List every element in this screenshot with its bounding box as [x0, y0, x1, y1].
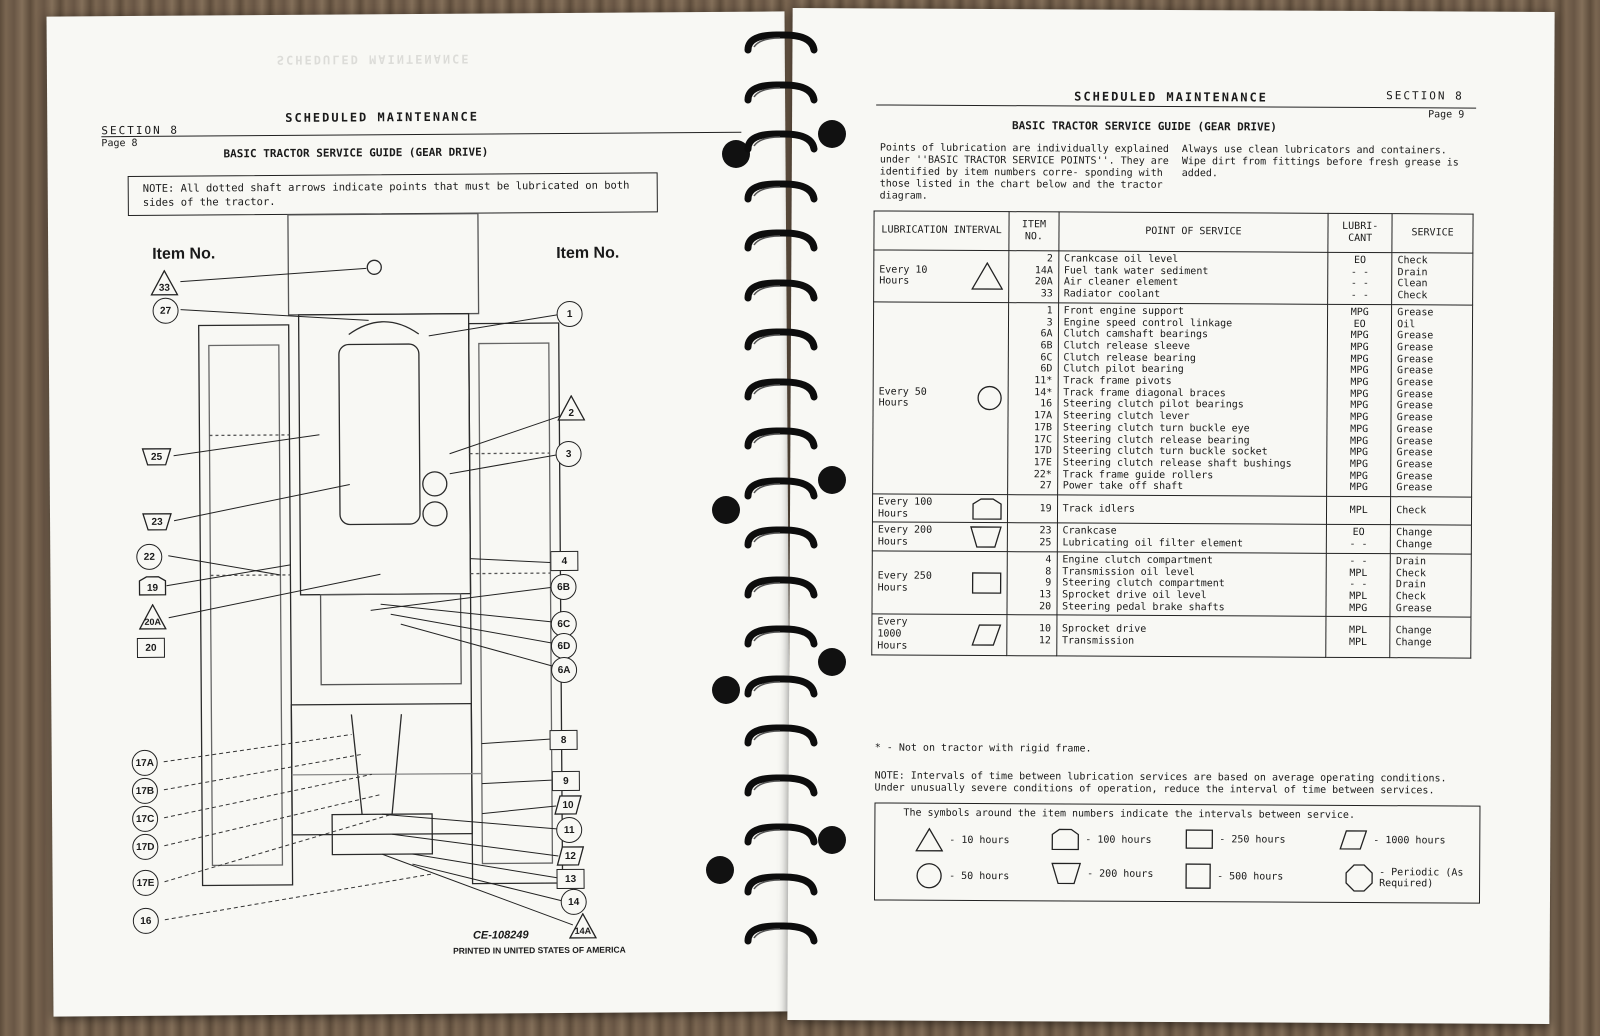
point-of-service: Steering clutch turn buckle eye	[1063, 422, 1250, 435]
service: Grease	[1396, 377, 1434, 389]
lubricant: MPG	[1350, 423, 1369, 435]
callout-13: 13	[556, 869, 584, 889]
section-label: SECTION 8	[1386, 89, 1464, 103]
interval-label: Every 100 Hours	[877, 496, 933, 520]
item-no: 25	[1039, 537, 1052, 549]
punch-hole	[818, 120, 846, 148]
service: Drain	[1395, 556, 1427, 568]
service-cell	[1391, 497, 1472, 526]
punch-hole	[712, 676, 740, 704]
point-of-service: Clutch pilot bearing	[1063, 363, 1184, 376]
point-of-service: Track frame guide rollers	[1062, 469, 1214, 481]
item-no: 17E	[1033, 457, 1052, 469]
item-no: 17B	[1033, 422, 1053, 434]
service: Change	[1396, 527, 1433, 539]
service: Grease	[1396, 482, 1433, 494]
lubricant: MPL	[1348, 636, 1368, 648]
service: Grease	[1396, 412, 1433, 424]
point-of-service: Engine speed control linkage	[1063, 316, 1233, 329]
triangle-icon	[971, 262, 1003, 290]
coil-loop	[740, 426, 822, 452]
callout-17e: 17E	[132, 870, 158, 896]
item-no: 17A	[1034, 410, 1053, 422]
interval-cell	[872, 494, 1007, 523]
point-of-service: Steering clutch lever	[1063, 410, 1190, 423]
lubricant: - -	[1349, 539, 1368, 551]
service: Grease	[1396, 459, 1433, 471]
service: Oil	[1397, 318, 1416, 330]
col-service: SERVICE	[1392, 214, 1473, 253]
show-through-text: SCHEDULED MAINTENANCE	[276, 51, 471, 67]
callout-20: 20	[137, 638, 165, 658]
service: Grease	[1396, 353, 1434, 365]
coil-loop	[740, 674, 822, 700]
item-no: 14*	[1034, 387, 1053, 399]
note-box: NOTE: All dotted shaft arrows indicate points that must be lubricated on both sides of the tractor.	[128, 172, 658, 216]
square-icon	[1185, 863, 1211, 889]
lubricant-cell	[1326, 617, 1390, 657]
coil-loop	[740, 921, 822, 947]
point-of-service-cell	[1056, 615, 1326, 657]
service: Clean	[1397, 278, 1428, 290]
point-of-service: Fuel tank water sediment	[1063, 265, 1209, 277]
item-no: 6B	[1040, 340, 1053, 352]
keystone-icon	[1051, 828, 1079, 850]
lubricant-cell	[1327, 525, 1391, 554]
service: Drain	[1397, 266, 1428, 279]
legend-50-hours: - 50 hours	[915, 862, 1009, 890]
point-of-service: Clutch release sleeve	[1063, 340, 1190, 353]
service: Check	[1397, 290, 1428, 302]
callout-10: 10	[554, 795, 582, 815]
col-point-of-service: POINT OF SERVICE	[1058, 212, 1328, 252]
coil-loop	[740, 80, 822, 106]
coil-loop	[740, 129, 822, 155]
legend-200-hours: - 200 hours	[1051, 862, 1153, 885]
callout-23: 23	[142, 513, 172, 531]
interval-cell	[873, 302, 1009, 495]
lubricant-cell	[1326, 553, 1390, 617]
punch-hole	[818, 826, 846, 854]
interval-label: Every 200 Hours	[877, 524, 933, 548]
note: NOTE: Intervals of time between lubrication services are based on average operating conditions. Under unusually severe conditions of operation, reduce the interval of time between services.	[874, 770, 1447, 797]
service-cell	[1390, 554, 1471, 618]
coil-loop	[740, 377, 822, 403]
point-of-service: Engine clutch compartment	[1062, 554, 1213, 567]
point-of-service: Radiator coolant	[1063, 288, 1161, 301]
parallelogram-icon	[972, 624, 1002, 646]
service: Grease	[1396, 365, 1434, 377]
point-of-service: Track frame pivots	[1063, 375, 1172, 388]
point-of-service-cell	[1057, 303, 1328, 497]
item-no-label-left: Item No.	[152, 245, 216, 263]
item-no-cell	[1008, 523, 1057, 552]
service-cell	[1390, 525, 1471, 554]
lubricant-cell	[1328, 252, 1392, 304]
point-of-service: Power take off shaft	[1062, 480, 1184, 493]
item-no: 9	[1045, 577, 1052, 589]
service: Grease	[1397, 306, 1434, 319]
item-no: 6C	[1040, 351, 1053, 364]
lubricant-cell	[1327, 496, 1391, 525]
lubricant: MPG	[1350, 341, 1369, 353]
callout-11: 11	[556, 817, 582, 843]
punch-hole	[712, 496, 740, 524]
point-of-service: Clutch camshaft bearings	[1063, 328, 1209, 341]
lubricant: MPG	[1349, 470, 1368, 482]
interval-cell	[872, 614, 1008, 655]
coil-loop	[740, 476, 822, 502]
legend-periodic: - Periodic (As Required)	[1345, 864, 1475, 893]
coil-loop	[740, 723, 822, 749]
point-of-service: Track frame diagonal braces	[1063, 387, 1226, 400]
lubricant: MPG	[1350, 412, 1369, 424]
callout-12: 12	[556, 846, 584, 866]
point-of-service: Track idlers	[1062, 503, 1135, 515]
printed-in: PRINTED IN UNITED STATES OF AMERICA	[453, 944, 626, 956]
item-no: 22*	[1033, 468, 1052, 481]
trapezoid-icon	[1051, 862, 1081, 884]
section-label: SECTION 8	[101, 123, 179, 138]
interval-cell	[872, 551, 1008, 615]
service: Check	[1395, 567, 1427, 579]
item-no: 27	[1039, 480, 1052, 492]
coil-loop	[740, 624, 822, 650]
callout-6a: 6A	[551, 657, 577, 683]
service: Grease	[1396, 424, 1433, 436]
item-no: 19	[1039, 503, 1052, 515]
lubricant: MPG	[1349, 447, 1369, 459]
point-of-service: Steering clutch pilot bearings	[1063, 398, 1244, 411]
interval-group	[872, 614, 1471, 657]
col-item-no: ITEM NO.	[1009, 212, 1059, 251]
interval-label: Every 1000 Hours	[877, 616, 908, 652]
callout-14: 14	[561, 889, 587, 915]
item-no-cell	[1008, 495, 1057, 524]
coil-loop	[740, 773, 822, 799]
point-of-service: Transmission oil level	[1062, 566, 1195, 578]
intro-right: Always use clean lubricators and containers. Wipe dirt from fittings before fresh grease is added.	[1181, 144, 1459, 180]
callout-4: 4	[550, 551, 578, 571]
service-cell	[1390, 617, 1471, 658]
item-no: 17C	[1033, 433, 1053, 445]
page-number: Page 9	[1428, 109, 1465, 121]
lubricant: - -	[1350, 278, 1369, 290]
item-no-cell	[1007, 615, 1057, 655]
circle-icon	[977, 385, 1003, 411]
lubricant: EO	[1353, 318, 1366, 330]
point-of-service: Steering clutch release bearing	[1062, 433, 1250, 446]
triangle-icon	[915, 828, 943, 852]
point-of-service: Steering pedal brake shafts	[1062, 601, 1225, 613]
circle-icon	[915, 862, 943, 890]
point-of-service-cell	[1057, 552, 1327, 617]
legend-10-hours: - 10 hours	[915, 828, 1009, 852]
service: Grease	[1396, 470, 1433, 483]
point-of-service: Sprocket drive oil level	[1062, 589, 1207, 602]
item-no: 8	[1045, 565, 1052, 577]
service: Drain	[1395, 579, 1426, 591]
coil-loop	[740, 872, 822, 898]
coil-loop	[740, 179, 822, 205]
service-cell	[1392, 253, 1473, 305]
lubricant: MPL	[1349, 625, 1368, 637]
item-no-cell	[1008, 302, 1058, 495]
callout-17b: 17B	[132, 778, 158, 804]
interval-group	[874, 250, 1473, 305]
item-no: 20	[1039, 600, 1052, 613]
interval-label: Every 250 Hours	[877, 570, 932, 594]
lubricant: MPG	[1350, 306, 1369, 318]
item-no: 23	[1039, 525, 1052, 537]
coil-loop	[740, 278, 822, 304]
point-of-service: Crankcase	[1062, 525, 1117, 538]
item-no: 1	[1046, 305, 1053, 317]
service: Grease	[1395, 602, 1432, 615]
point-of-service: Lubricating oil filter element	[1062, 537, 1244, 550]
callout-9: 9	[552, 771, 580, 791]
coil-loop	[740, 525, 822, 551]
interval-label: Every 10 Hours	[879, 264, 928, 288]
lubricant: MPG	[1350, 365, 1369, 377]
callout-2: 2	[557, 395, 585, 421]
service: Check	[1397, 255, 1428, 267]
item-no-cell	[1009, 251, 1059, 303]
service: Change	[1395, 637, 1432, 649]
punch-hole	[818, 648, 846, 676]
callout-33: 33	[150, 270, 178, 296]
left-page	[47, 11, 792, 1016]
callout-25: 25	[142, 448, 172, 466]
callout-16: 16	[133, 908, 159, 934]
page-title: BASIC TRACTOR SERVICE GUIDE (GEAR DRIVE)	[1012, 119, 1277, 134]
interval-group	[873, 302, 1473, 497]
lubricant: - -	[1349, 555, 1368, 567]
keystone-icon	[972, 498, 1002, 520]
service: Grease	[1397, 330, 1434, 342]
item-no: 16	[1040, 398, 1053, 410]
callout-14a: 14A	[569, 913, 597, 939]
col-interval: LUBRICATION INTERVAL	[874, 211, 1010, 251]
callout-3: 3	[555, 441, 581, 467]
point-of-service-cell	[1057, 523, 1327, 553]
lubricant: MPL	[1349, 590, 1368, 603]
service: Grease	[1397, 342, 1434, 354]
point-of-service-cell	[1058, 251, 1328, 304]
lubricant: - -	[1350, 290, 1369, 302]
point-of-service-cell	[1057, 495, 1327, 525]
callout-8: 8	[550, 730, 578, 750]
lubricant: MPG	[1349, 458, 1369, 470]
lubricant: MPG	[1350, 435, 1369, 447]
item-no-cell	[1007, 552, 1057, 616]
legend-1000-hours: - 1000 hours	[1339, 830, 1445, 851]
punch-hole	[706, 856, 734, 884]
item-no: 3	[1046, 316, 1053, 328]
service: Change	[1395, 625, 1432, 637]
callout-17c: 17C	[132, 806, 158, 832]
lubricant: - -	[1350, 266, 1370, 278]
legend-250-hours: - 250 hours	[1185, 829, 1285, 850]
lubricant-cell	[1327, 304, 1392, 497]
item-no: 20A	[1034, 276, 1053, 288]
interval-group	[872, 551, 1471, 618]
coil-loop	[740, 822, 822, 848]
callout-6c: 6C	[551, 611, 577, 637]
legend-100-hours: - 100 hours	[1051, 828, 1151, 851]
callout-17d: 17D	[132, 834, 158, 860]
item-no: 17D	[1033, 445, 1052, 457]
intro-left: Points of lubrication are individually explained under ''BASIC TRACTOR SERVICE POINTS''. They are identified by item numbers corre- sponding with those listed in the chart below and the tractor diagram.	[879, 142, 1169, 202]
item-no: 6D	[1040, 363, 1053, 375]
item-no: 14A	[1034, 264, 1053, 277]
footnote: * - Not on tractor with rigid frame.	[874, 742, 1092, 755]
service: Grease	[1396, 435, 1433, 447]
point-of-service: Clutch release bearing	[1063, 352, 1196, 364]
point-of-service: Steering clutch compartment	[1062, 577, 1225, 590]
lubricant: EO	[1353, 254, 1367, 267]
lubricant: - -	[1349, 579, 1368, 591]
lubricant: MPL	[1349, 567, 1368, 579]
item-no: 4	[1045, 554, 1052, 566]
col-lubricant: LUBRI- CANT	[1328, 213, 1392, 252]
coil-loop	[740, 30, 822, 56]
lubricant: MPG	[1350, 353, 1369, 365]
point-of-service: Air cleaner element	[1063, 276, 1179, 289]
coil-loop	[740, 327, 822, 353]
item-no: 33	[1040, 288, 1053, 300]
point-of-service: Steering clutch turn buckle socket	[1062, 445, 1268, 458]
trapezoid-icon	[970, 526, 1002, 548]
square-icon	[1185, 829, 1213, 849]
point-of-service: Crankcase oil level	[1063, 253, 1179, 266]
service: Check	[1395, 591, 1426, 603]
punch-hole	[818, 466, 846, 494]
right-page	[787, 8, 1554, 1024]
item-no: 13	[1039, 589, 1052, 601]
lubricant: MPG	[1350, 388, 1369, 400]
callout-19: 19	[138, 576, 166, 596]
callout-6d: 6D	[551, 633, 577, 659]
item-no: 10	[1038, 623, 1052, 635]
lubricant: MPG	[1349, 602, 1368, 614]
page-header: SCHEDULED MAINTENANCE	[285, 109, 479, 125]
interval-label: Every 50 Hours	[878, 386, 927, 410]
item-no-label-right: Item No.	[556, 244, 620, 263]
lubricant: MPG	[1350, 330, 1369, 342]
service-cell	[1391, 304, 1473, 497]
coil-loop	[740, 575, 822, 601]
item-no: 11*	[1034, 375, 1053, 387]
interval-group	[872, 494, 1471, 526]
page-number: Page 8	[101, 137, 138, 150]
callout-17a: 17A	[132, 750, 158, 776]
coil-loop	[740, 228, 822, 254]
service: Grease	[1396, 400, 1433, 412]
service: Check	[1396, 505, 1427, 517]
interval-cell	[874, 250, 1010, 303]
lubricant: MPL	[1349, 504, 1368, 516]
octagon-icon	[1345, 864, 1373, 892]
page-title: BASIC TRACTOR SERVICE GUIDE (GEAR DRIVE)	[223, 145, 489, 161]
point-of-service: Front engine support	[1063, 305, 1185, 317]
item-no: 2	[1046, 253, 1053, 265]
point-of-service: Steering clutch release shaft bushings	[1062, 457, 1292, 470]
callout-6b: 6B	[550, 574, 576, 600]
parallelogram-icon	[1339, 830, 1367, 850]
page-header: SCHEDULED MAINTENANCE	[1074, 89, 1268, 105]
callout-20a: 20A	[139, 604, 167, 630]
legend-500-hours: - 500 hours	[1185, 863, 1283, 890]
legend-title: The symbols around the item numbers indicate the intervals between service.	[903, 807, 1356, 821]
lubricant: MPG	[1349, 482, 1368, 494]
callout-1: 1	[557, 301, 583, 327]
lubricant: EO	[1352, 527, 1365, 539]
drawing-number: CE-108249	[472, 929, 529, 942]
service: Grease	[1396, 388, 1433, 401]
point-of-service: Transmission	[1061, 635, 1135, 647]
lubricant: MPG	[1350, 376, 1369, 389]
service: Grease	[1396, 447, 1433, 459]
callout-22: 22	[136, 544, 162, 570]
interval-group	[872, 522, 1471, 554]
service-guide-table	[871, 210, 1473, 658]
lubricant: MPG	[1350, 400, 1369, 412]
square-icon	[972, 572, 1002, 594]
service: Change	[1396, 539, 1433, 551]
item-no: 6A	[1040, 328, 1053, 340]
symbol-legend	[874, 802, 1481, 903]
point-of-service: Sprocket drive	[1061, 623, 1147, 636]
callout-27: 27	[152, 298, 178, 324]
interval-cell	[872, 522, 1007, 551]
item-no: 12	[1038, 635, 1051, 647]
